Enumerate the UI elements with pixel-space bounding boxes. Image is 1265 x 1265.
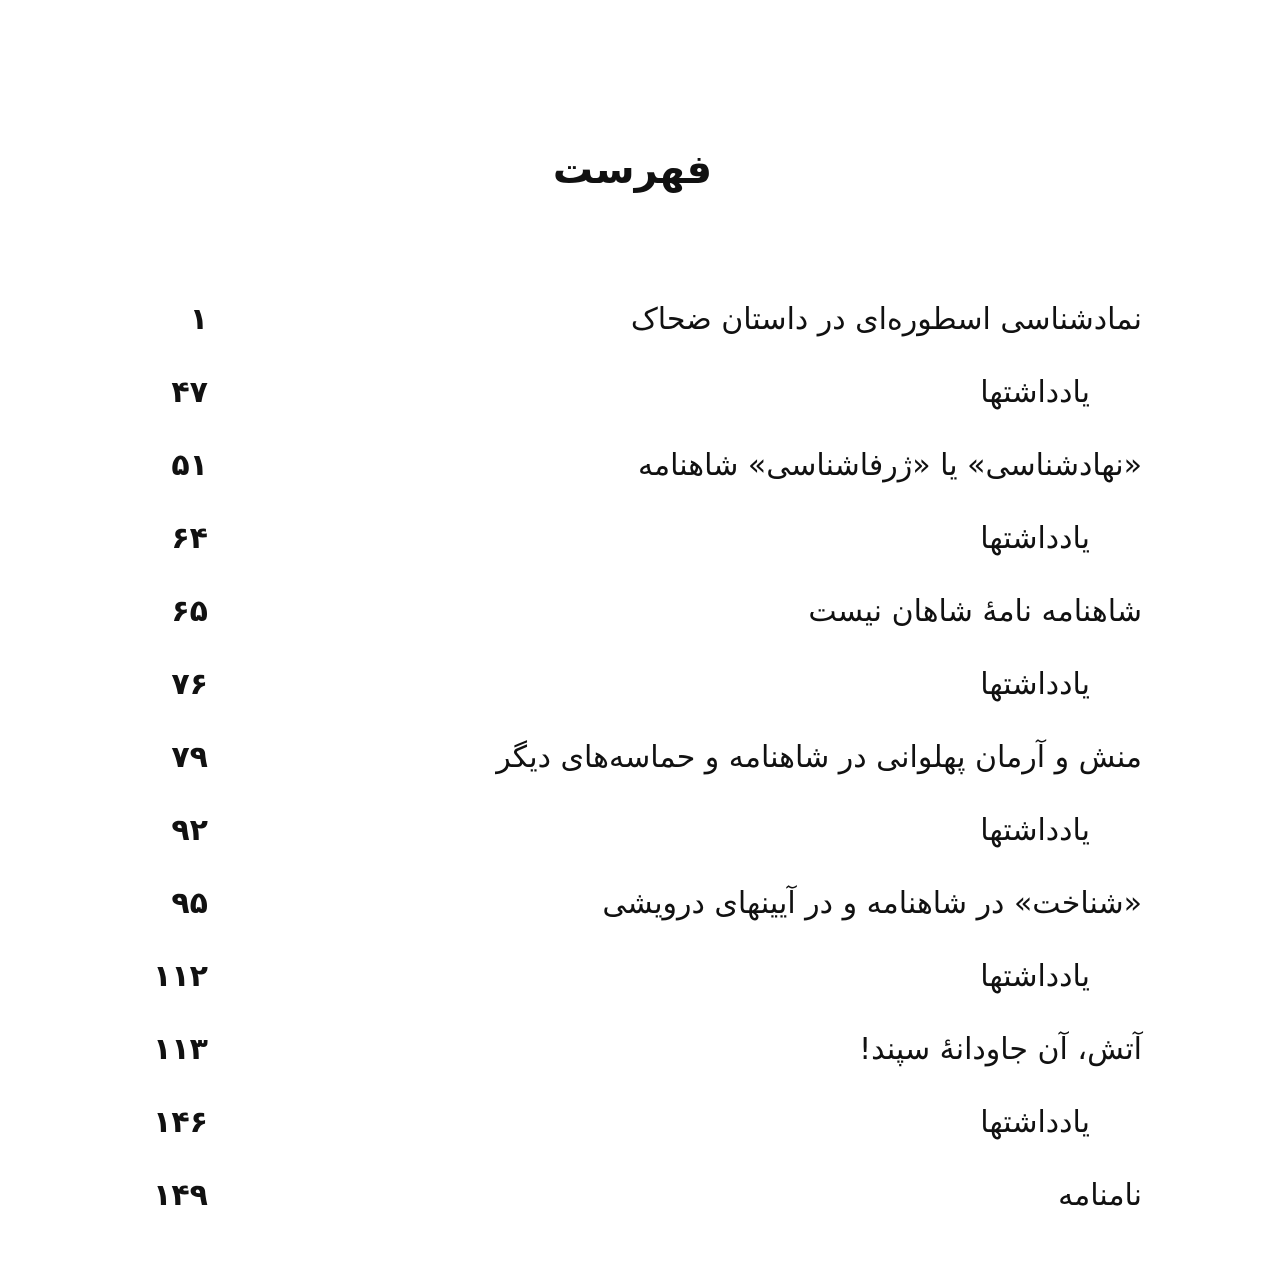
toc-entry[interactable] xyxy=(0,730,1265,786)
toc-entry-page: ۷۹ xyxy=(171,740,208,775)
toc-entry-page: ۷۶ xyxy=(171,667,208,702)
toc-entry[interactable] xyxy=(0,584,1265,640)
toc-entry[interactable] xyxy=(0,438,1265,494)
toc-entry-page: ۱ xyxy=(189,302,208,337)
toc-entry-title: آتش، آن جاودانهٔ سپند! xyxy=(859,1032,1142,1067)
toc-entry-page: ۶۵ xyxy=(171,594,208,629)
toc-entry-title: یادداشتها xyxy=(980,959,1090,994)
toc-entry-notes[interactable] xyxy=(0,803,1265,859)
toc-entry-notes[interactable] xyxy=(0,1095,1265,1151)
toc-entry-title: منش و آرمان پهلوانی در شاهنامه و حماسه‌های دیگر xyxy=(496,740,1142,775)
toc-entry-title: یادداشتها xyxy=(980,667,1090,702)
toc-entry-title: نمادشناسی اسطوره‌ای در داستان ضحاک xyxy=(630,302,1142,337)
toc-entry[interactable] xyxy=(0,292,1265,348)
toc-entry-page: ۱۴۹ xyxy=(153,1178,208,1213)
toc-entry-title: شاهنامه نامهٔ شاهان نیست xyxy=(808,594,1142,629)
toc-entry-title: یادداشتها xyxy=(980,1105,1090,1140)
toc-entry-title: یادداشتها xyxy=(980,521,1090,556)
toc-entry-page: ۱۴۶ xyxy=(153,1105,208,1140)
toc-entry-notes[interactable] xyxy=(0,365,1265,421)
toc-entry-page: ۴۷ xyxy=(171,375,208,410)
toc-entry[interactable] xyxy=(0,1168,1265,1224)
table-of-contents xyxy=(0,292,1265,1232)
toc-entry-title: یادداشتها xyxy=(980,813,1090,848)
toc-entry-page: ۱۱۳ xyxy=(153,1032,208,1067)
toc-entry[interactable] xyxy=(0,1022,1265,1078)
toc-entry-page: ۹۵ xyxy=(171,886,208,921)
toc-entry-page: ۹۲ xyxy=(171,813,208,848)
toc-entry-title: «نهادشناسی» یا «ژرفاشناسی» شاهنامه xyxy=(637,448,1142,483)
toc-entry-notes[interactable] xyxy=(0,511,1265,567)
toc-entry-notes[interactable] xyxy=(0,949,1265,1005)
toc-entry[interactable] xyxy=(0,876,1265,932)
toc-entry-page: ۵۱ xyxy=(171,448,208,483)
toc-entry-page: ۶۴ xyxy=(171,521,208,556)
toc-entry-notes[interactable] xyxy=(0,657,1265,713)
toc-entry-title: نامنامه xyxy=(1058,1178,1142,1213)
page-title: فهرست xyxy=(552,147,713,193)
toc-entry-page: ۱۱۲ xyxy=(153,959,208,994)
toc-entry-title: «شناخت» در شاهنامه و در آیینهای درویشی xyxy=(602,886,1142,921)
toc-entry-title: یادداشتها xyxy=(980,375,1090,410)
